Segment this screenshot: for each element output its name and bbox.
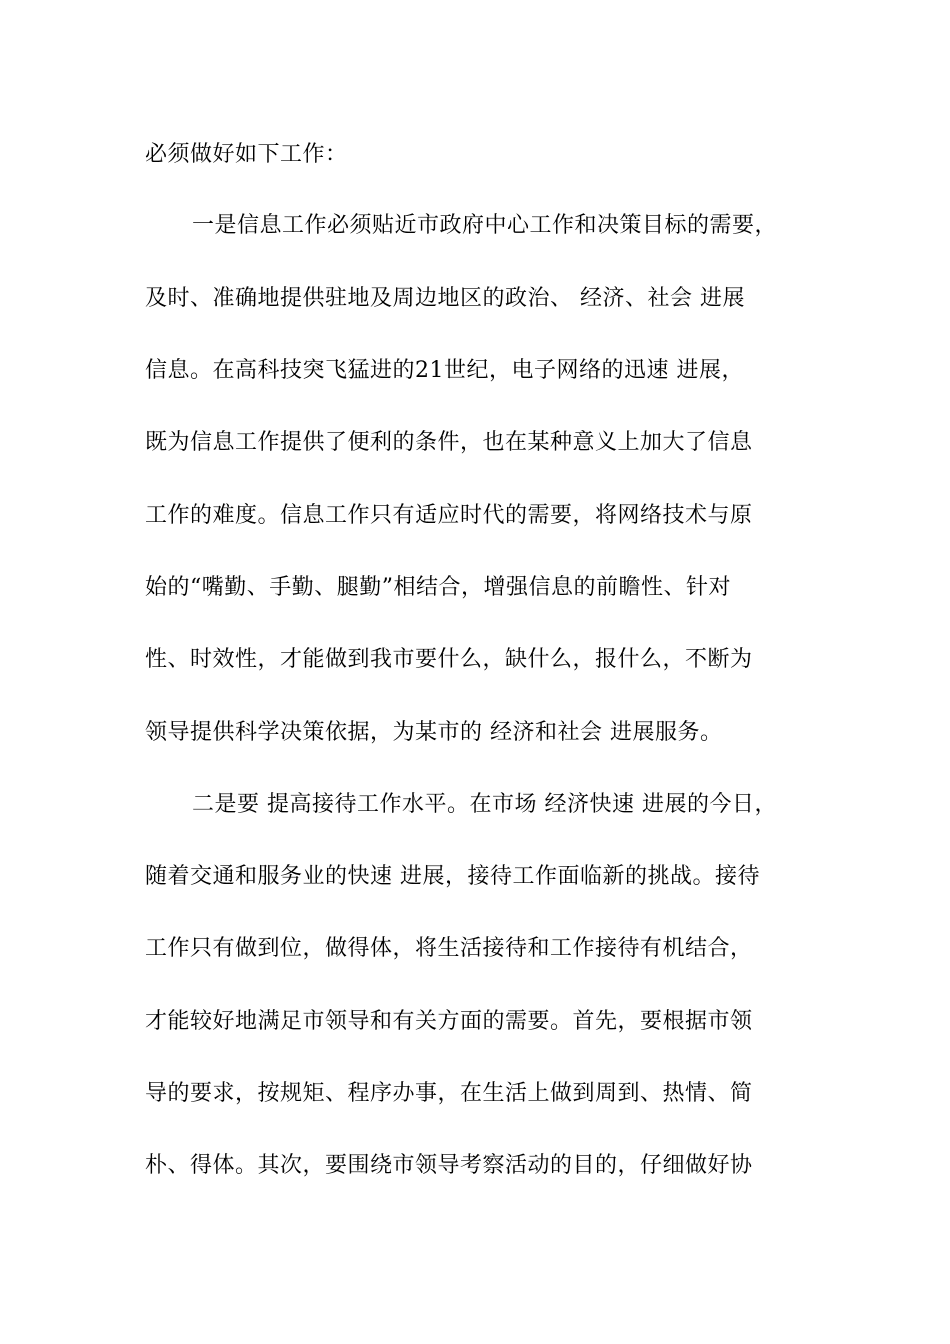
- text-line: 性、时效性，才能做到我市要什么，缺什么，报什么，不断为: [145, 647, 753, 672]
- text-line: 导的要求，按规矩、程序办事，在生活上做到周到、热情、简: [145, 1081, 753, 1106]
- paragraph-start-line: 一是信息工作必须贴近市政府中心工作和决策目标的需要，: [192, 213, 778, 238]
- text-line: 及时、准确地提供驻地及周边地区的政治、 经济、社会 进展: [145, 286, 745, 311]
- text-line: 信息。在高科技突飞猛进的21世纪，电子网络的迅速 进展，: [145, 358, 744, 383]
- text-line: 领导提供科学决策依据，为某市的 经济和社会 进展服务。: [145, 720, 723, 745]
- text-line: 工作只有做到位，做得体，将生活接待和工作接待有机结合，: [145, 936, 753, 961]
- paragraph-start-line: 二是要 提高接待工作水平。在市场 经济快速 进展的今日，: [192, 792, 777, 817]
- text-line: 随着交通和服务业的快速 进展，接待工作面临新的挑战。接待: [145, 864, 760, 889]
- text-line: 才能较好地满足市领导和有关方面的需要。首先，要根据市领: [145, 1009, 753, 1034]
- text-line: 始的“嘴勤、手勤、腿勤”相结合，增强信息的前瞻性、针对: [145, 575, 731, 600]
- text-line: 朴、得体。其次，要围绕市领导考察活动的目的，仔细做好协: [145, 1153, 753, 1178]
- text-line: 既为信息工作提供了便利的条件，也在某种意义上加大了信息: [145, 430, 753, 455]
- text-line: 必须做好如下工作：: [145, 142, 348, 167]
- text-line: 工作的难度。信息工作只有适应时代的需要，将网络技术与原: [145, 503, 753, 528]
